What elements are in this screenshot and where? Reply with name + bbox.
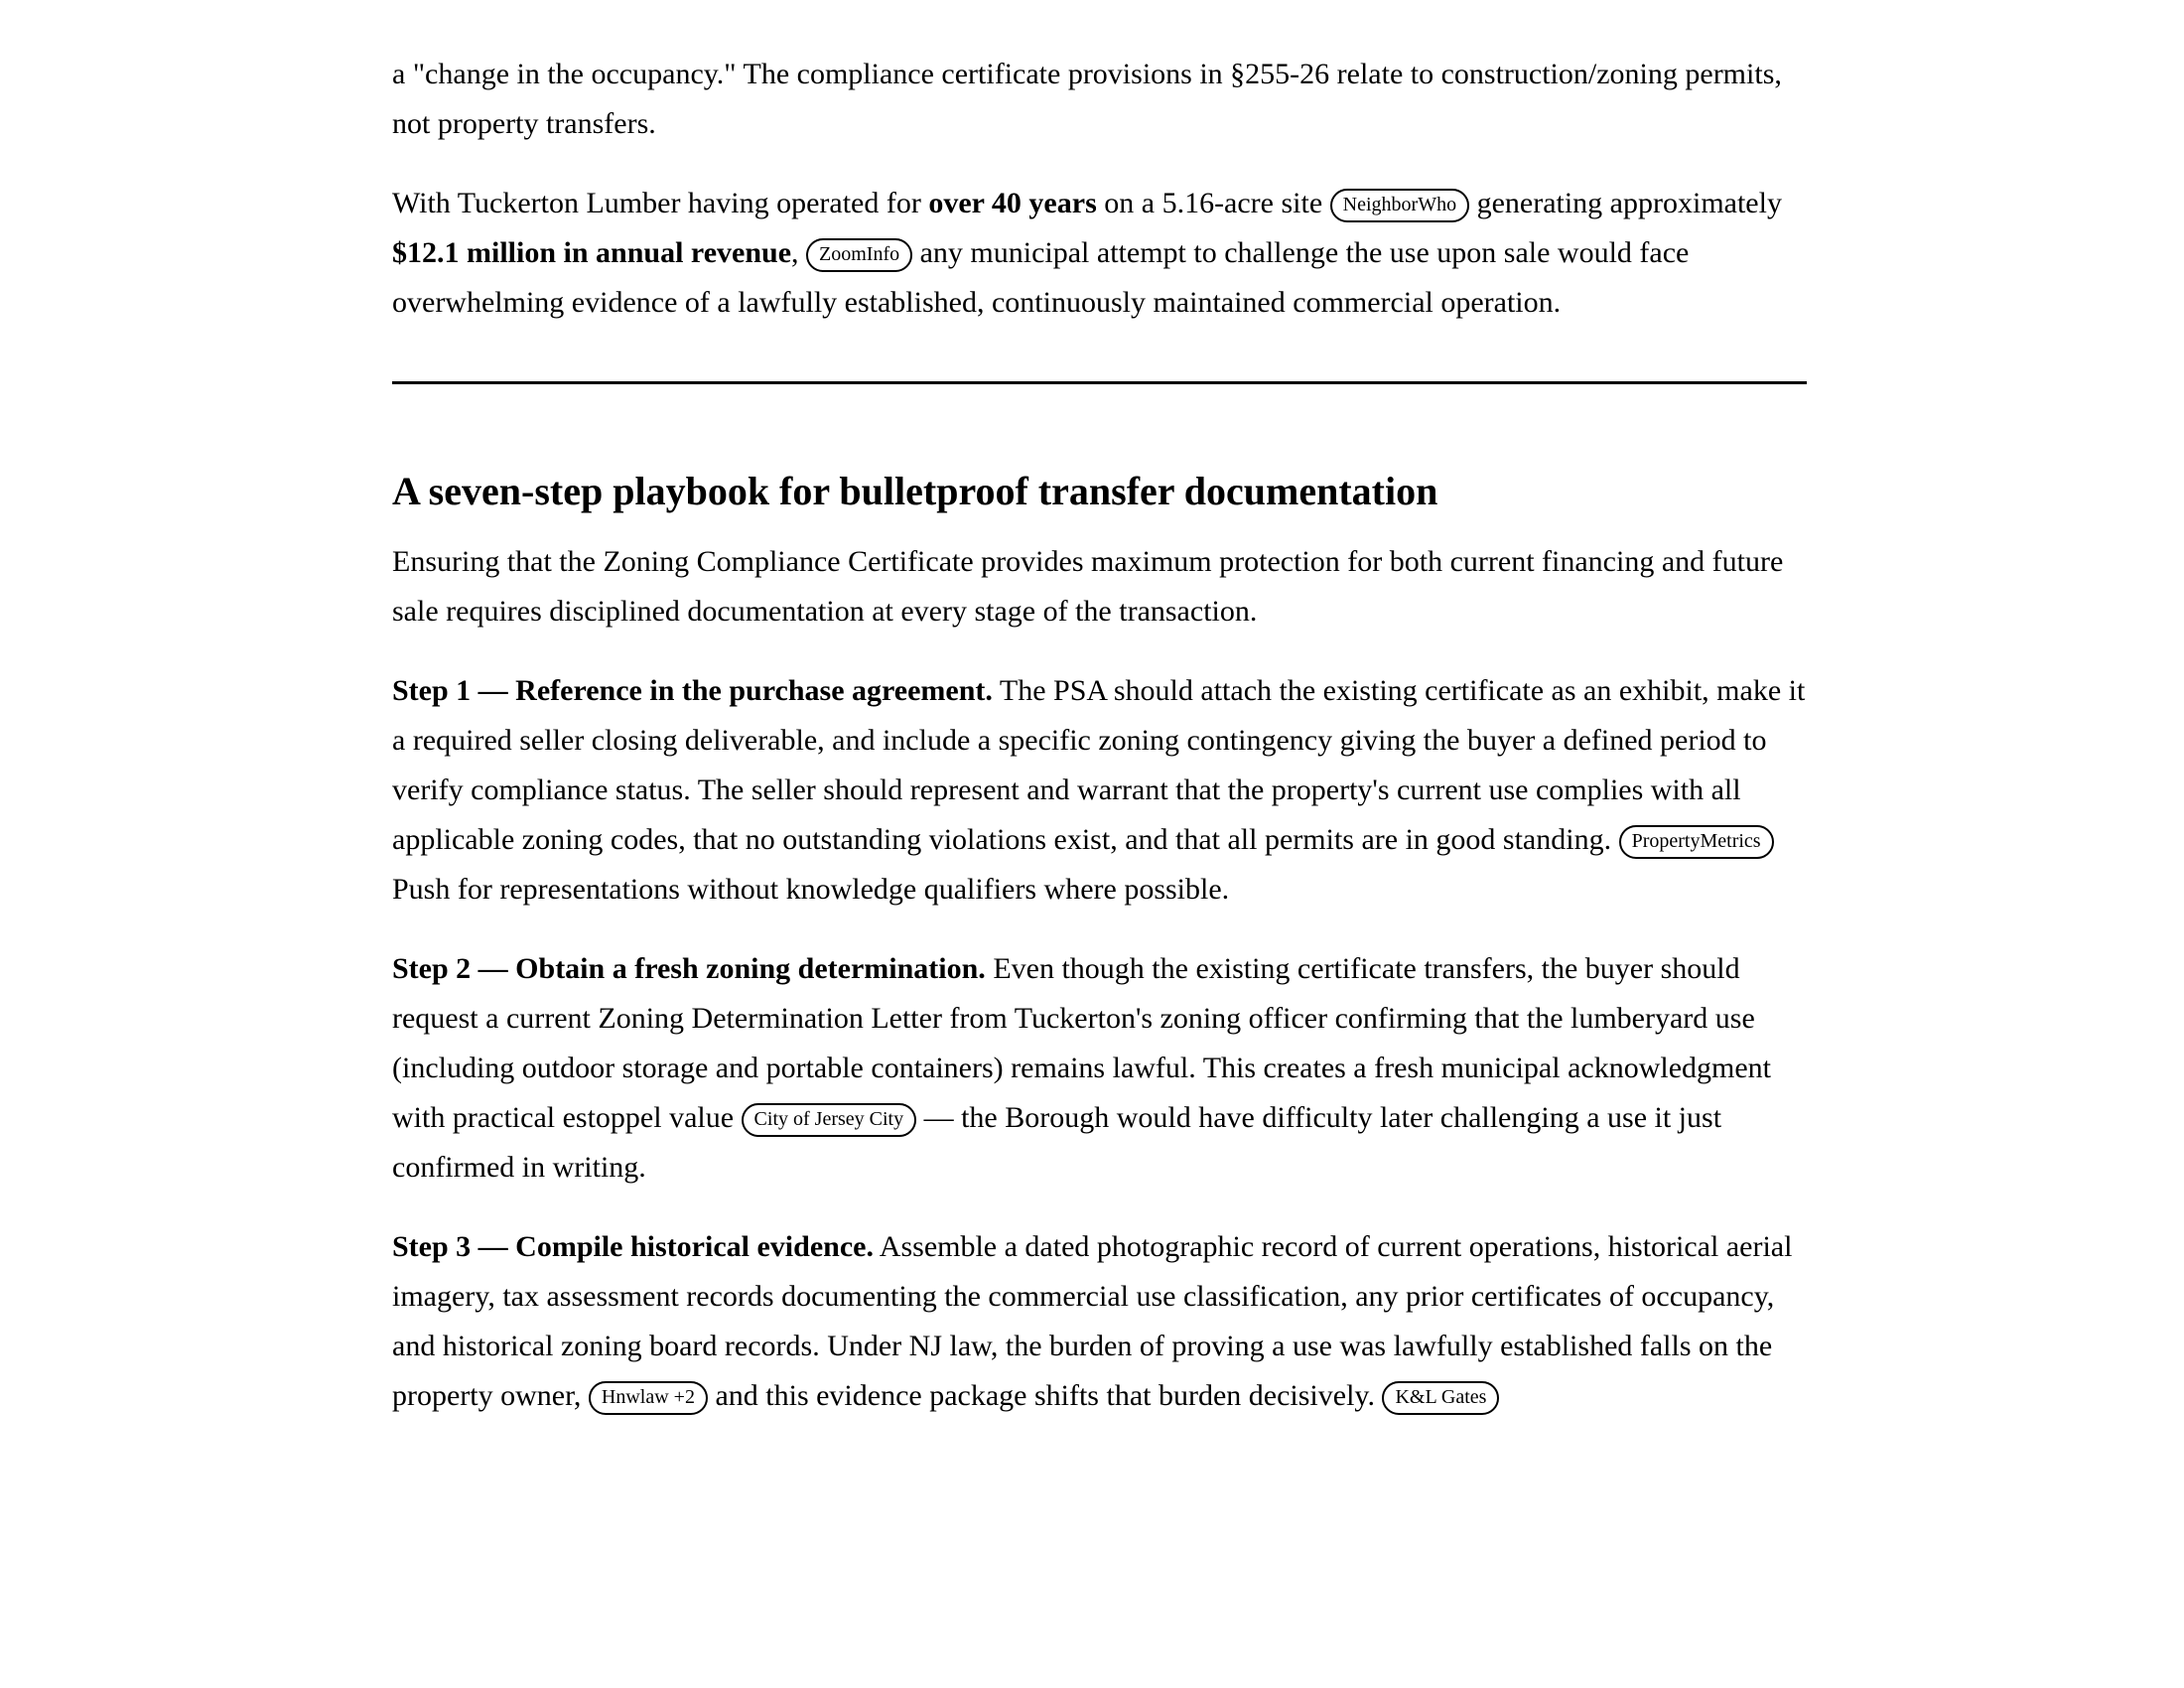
section-heading: A seven-step playbook for bulletproof transfer documentation (392, 469, 1438, 513)
citation-pill[interactable]: Hnwlaw +2 (589, 1381, 708, 1415)
section-divider (392, 381, 1807, 384)
paragraph (392, 50, 1807, 149)
citation-pill[interactable]: City of Jersey City (742, 1103, 917, 1137)
citation-pill[interactable]: NeighborWho (1330, 189, 1469, 222)
document (392, 0, 1807, 1451)
body-text: — the Borough would have difficulty later challenging a use it just confirmed in writing. (392, 1101, 1722, 1184)
paragraph (392, 179, 1807, 328)
citation-pill[interactable]: PropertyMetrics (1619, 825, 1774, 859)
paragraph (392, 666, 1807, 914)
body-text: Ensuring that the Zoning Compliance Certificate provides maximum protection for both current financing and future sale requires disciplined documentation at every stage of the transaction. (392, 545, 1784, 628)
body-text: Assemble a dated photographic record of current operations, historical aerial imagery, tax assessment records documenting the commercial use classification, any prior certificates of occupancy, and historical zoning board records. Under NJ law, the burden of proving a use was lawfully established falls on the property owner, (392, 1230, 1793, 1412)
paragraph (392, 1222, 1807, 1421)
bold-text: Step 3 — Compile historical evidence. (392, 1230, 874, 1263)
bold-text: $12.1 million in annual revenue (392, 236, 792, 269)
body-text: With Tuckerton Lumber having operated for (392, 187, 929, 219)
body-text: Even though the existing certificate transfers, the buyer should request a current Zoning Determination Letter from Tuckerton's zoning officer confirming that the lumberyard use (including outdoor storage and portable containers) remains lawful. This creates a fresh municipal acknowledgment with practical estoppel value (392, 952, 1771, 1134)
paragraph (392, 537, 1807, 636)
bold-text: over 40 years (928, 187, 1097, 219)
citation-pill[interactable]: ZoomInfo (806, 238, 912, 272)
body-text: generating approximately (1469, 187, 1782, 219)
body-text: , (791, 236, 807, 269)
bold-text: Step 1 — Reference in the purchase agreement. (392, 674, 993, 707)
body-text: and this evidence package shifts that burden decisively. (707, 1379, 1383, 1412)
body-text: Push for representations without knowledge qualifiers where possible. (392, 873, 1230, 906)
body-text: any municipal attempt to challenge the use upon sale would face overwhelming evidence of a lawfully established, continuously maintained commercial operation. (392, 236, 1690, 319)
body-text: a "change in the occupancy." The compliance certificate provisions in §255-26 relate to construction/zoning permits, not property transfers. (392, 58, 1782, 140)
paragraph (392, 944, 1807, 1193)
body-text: The PSA should attach the existing certificate as an exhibit, make it a required seller closing deliverable, and include a specific zoning contingency giving the buyer a defined period to verify compliance status. The seller should represent and warrant that the property's current use complies with all applicable zoning codes, that no outstanding violations exist, and that all permits are in good standing. (392, 674, 1806, 856)
body-text: on a 5.16-acre site (1096, 187, 1330, 219)
bold-text: Step 2 — Obtain a fresh zoning determination. (392, 952, 986, 985)
citation-pill[interactable]: K&L Gates (1382, 1381, 1499, 1415)
